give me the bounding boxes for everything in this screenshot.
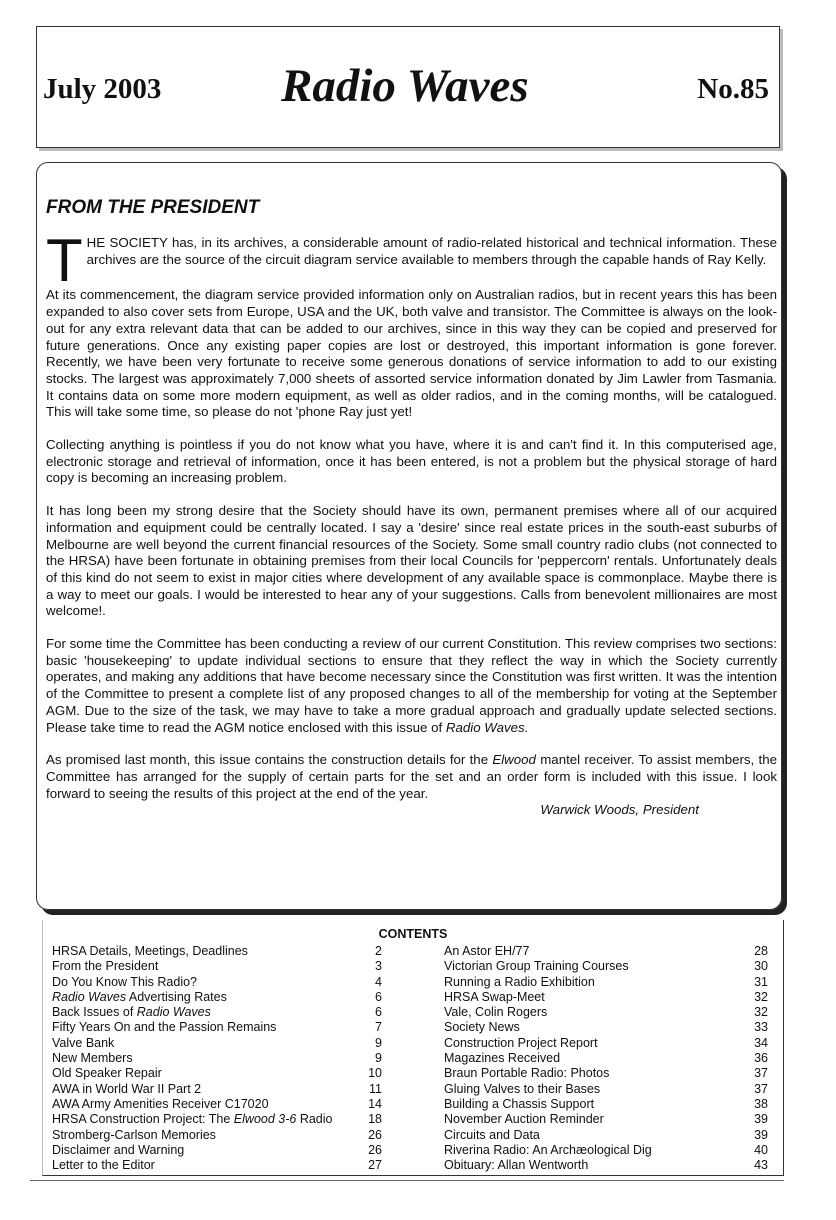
contents-entry xyxy=(444,1143,768,1158)
contents-entry xyxy=(444,1051,768,1066)
issue-date: July 2003 xyxy=(43,73,162,105)
contents-entry-page: 11 xyxy=(369,1081,382,1096)
contents-heading: CONTENTS xyxy=(378,927,448,941)
article-paragraph-2: At its commencement, the diagram service provided information only on Australian radios, but in recent years this has been expanded to also cover sets from Europe, USA and the UK, both valve and transistor. The Committee is always on the look-out for any extra relevant data that can be added to our archives, since in this way they can be copied and preserved for future generations. Once any existing paper copies are lost or destroyed, this important information is gone forever. Recently, we have been very fortunate to receive some generous donations of service information to add to our existing stocks. The largest was approximately 7,000 sheets of assorted service information donated by Jim Lawler from Tasmania. It contains data on some more modern equipment, as well as older radios, and in the coming months, will be catalogued. This will take some time, so please do not 'phone Ray just yet! xyxy=(46,287,777,420)
contents-entry-title: Old Speaker Repair xyxy=(52,1066,162,1081)
contents-entry-page: 37 xyxy=(754,1081,768,1096)
contents-entry-title: AWA Army Amenities Receiver C17020 xyxy=(52,1096,269,1111)
contents-entry-page: 31 xyxy=(754,974,768,989)
contents-entry-page: 40 xyxy=(754,1142,768,1157)
contents-entry-title: Disclaimer and Warning xyxy=(52,1142,185,1157)
contents-entry-page: 9 xyxy=(375,1035,382,1050)
article-paragraph-6 xyxy=(46,752,777,802)
contents-entry-title: Magazines Received xyxy=(444,1051,561,1066)
contents-entry xyxy=(52,1143,382,1158)
article-paragraph-3: Collecting anything is pointless if you do not know what you have, where it is and can't find it. In this computerised age, electronic storage and retrieval of information, once it has been entered, is not a problem but the physical storage of hard copy is becoming an increasing problem. xyxy=(46,437,777,486)
contents-entry xyxy=(52,990,382,1005)
contents-entry-page: 34 xyxy=(754,1035,768,1050)
contents-entry xyxy=(52,1051,382,1066)
contents-entry-page: 39 xyxy=(754,1112,768,1127)
contents-entry xyxy=(52,1036,382,1051)
contents-entry xyxy=(444,1112,768,1127)
contents-entry-title: Gluing Valves to their Bases xyxy=(444,1081,601,1096)
bottom-rule xyxy=(30,1180,784,1181)
contents-entry-page: 36 xyxy=(754,1051,768,1066)
contents-entry xyxy=(444,1158,768,1173)
contents-entry-page: 14 xyxy=(368,1096,382,1111)
paragraph-6-text-a: As promised last month, this issue contains the construction details for the xyxy=(46,752,489,768)
newsletter-title: Radio Waves xyxy=(281,60,529,112)
contents-entry-page: 33 xyxy=(754,1020,768,1035)
contents-entry-page: 6 xyxy=(375,1005,382,1020)
contents-entry xyxy=(444,1005,768,1020)
contents-entry-page: 32 xyxy=(754,1005,768,1020)
contents-entry xyxy=(52,944,382,959)
contents-entry-title: From the President xyxy=(52,959,159,974)
contents-entry-page: 6 xyxy=(375,989,382,1004)
contents-entry-title: Fifty Years On and the Passion Remains xyxy=(52,1020,277,1035)
contents-entry-title: November Auction Reminder xyxy=(444,1112,604,1127)
masthead xyxy=(36,26,780,148)
contents-entry-page: 2 xyxy=(375,944,382,958)
contents-entry-page: 30 xyxy=(754,959,768,974)
contents-entry xyxy=(444,1128,768,1143)
contents-entry-page: 32 xyxy=(754,989,768,1004)
contents-entry-title: Back Issues of Radio Waves xyxy=(52,1005,211,1020)
contents-entry-page: 39 xyxy=(754,1127,768,1142)
paragraph-5-text: For some time the Committee has been conducting a review of our current Constitution. This review comprises two sections: basic 'housekeeping' to update individual sections to ensure that they reflect the way in which the Society currently operates, and making any additions that have become necessary since the Constitution was first written. It was the intention of the Committee to present a complete list of any proposed changes to all of the membership for voting at the September AGM. Due to the size of the task, we may have to take a more gradual approach and gradually update selected sections. Please take time to read the AGM notice enclosed with this issue of xyxy=(46,636,777,735)
contents-entry xyxy=(444,975,768,990)
president-article xyxy=(36,162,782,910)
contents-entry xyxy=(52,1066,382,1081)
contents-entry-title: Obituary: Allan Wentworth xyxy=(444,1158,589,1173)
contents-entry xyxy=(444,944,768,959)
article-paragraph-1 xyxy=(46,227,777,294)
article-paragraph-4: It has long been my strong desire that the Society should have its own, permanent premises where all of our acquired information and equipment could be centrally located. I say a 'desire' since real estate prices in the south-east suburbs of Melbourne are well beyond the current financial resources of the Society. Some small country radio clubs (not connected to the HRSA) have been fortunate in obtaining premises from their local Councils for 'peppercorn' rentals. Unfortunately deals of this kind do not seem to exist in major cities where development of any available space is commonplace. Maybe there is a way to meet our goals. I would be interested to hear any of your suggestions. Calls from benevolent millionaires are most welcome!. xyxy=(46,503,777,619)
contents-entry-page: 27 xyxy=(368,1158,382,1173)
contents-entry xyxy=(444,959,768,974)
contents-entry-title: HRSA Details, Meetings, Deadlines xyxy=(52,944,248,958)
contents-entry xyxy=(52,1097,382,1112)
contents-entry xyxy=(52,975,382,990)
drop-cap: T xyxy=(46,227,83,294)
contents-entry xyxy=(444,990,768,1005)
article-signature: Warwick Woods, President xyxy=(540,802,699,818)
paragraph-1-text: HE SOCIETY has, in its archives, a considerable amount of radio-related historical and technical information. These archives are the source of the circuit diagram service available to members through the capable hands of Ray Kelly. xyxy=(86,235,777,267)
project-name: Elwood xyxy=(492,752,536,768)
contents-entry-title: Construction Project Report xyxy=(444,1035,598,1050)
publication-name: Radio Waves. xyxy=(445,719,529,735)
contents-entry xyxy=(52,959,382,974)
issue-number: No.85 xyxy=(697,73,769,105)
contents-entry xyxy=(444,1097,768,1112)
contents-entry xyxy=(444,1066,768,1081)
contents-entry-title: Braun Portable Radio: Photos xyxy=(444,1066,610,1081)
contents-entry-title: New Members xyxy=(52,1051,133,1066)
contents-entry-title: Vale, Colin Rogers xyxy=(444,1005,548,1020)
contents-entry-page: 7 xyxy=(375,1020,382,1035)
contents-entry-page: 28 xyxy=(754,944,768,958)
contents-entry-title: Radio Waves Advertising Rates xyxy=(52,989,227,1004)
contents-entry-title: Building a Chassis Support xyxy=(444,1096,595,1111)
article-paragraph-5 xyxy=(46,636,777,736)
contents-entry xyxy=(52,1082,382,1097)
contents-entry-title: An Astor EH/77 xyxy=(444,944,530,958)
contents-entry xyxy=(52,1112,382,1127)
contents-column-right xyxy=(444,944,768,1173)
contents-entry-title: Valve Bank xyxy=(52,1035,115,1050)
contents-entry-page: 26 xyxy=(368,1127,382,1142)
contents-entry xyxy=(52,1005,382,1020)
contents-entry-page: 43 xyxy=(754,1158,768,1173)
contents-entry-page: 37 xyxy=(754,1066,768,1081)
contents-entry-page: 38 xyxy=(754,1096,768,1111)
contents-entry-title: Circuits and Data xyxy=(444,1127,540,1142)
contents-table xyxy=(42,920,784,1176)
contents-entry-title: HRSA Swap-Meet xyxy=(444,989,545,1004)
contents-column-left xyxy=(52,944,382,1173)
contents-entry xyxy=(444,1020,768,1035)
contents-entry xyxy=(444,1036,768,1051)
contents-entry-title: Do You Know This Radio? xyxy=(52,974,198,989)
contents-entry-page: 3 xyxy=(375,959,382,974)
contents-entry-page: 4 xyxy=(375,974,382,989)
contents-entry-title: Running a Radio Exhibition xyxy=(444,974,595,989)
contents-entry-page: 9 xyxy=(375,1051,382,1066)
contents-entry-title: Riverina Radio: An Archæological Dig xyxy=(444,1142,652,1157)
contents-entry-page: 26 xyxy=(368,1142,382,1157)
contents-entry-title: Stromberg-Carlson Memories xyxy=(52,1127,216,1142)
contents-entry-title: Letter to the Editor xyxy=(52,1158,155,1173)
contents-entry xyxy=(52,1128,382,1143)
contents-entry-page: 18 xyxy=(368,1112,382,1127)
contents-entry-page: 10 xyxy=(368,1066,382,1081)
contents-entry-title: AWA in World War II Part 2 xyxy=(52,1081,202,1096)
contents-entry-title: Society News xyxy=(444,1020,520,1035)
contents-entry xyxy=(444,1082,768,1097)
contents-entry-title: Victorian Group Training Courses xyxy=(444,959,629,974)
paragraph-6-text-b: mantel receiver. To assist members, the Committee has arranged for the supply of certain parts for the set and an order form is included with this issue. I look forward to seeing the results of this project at the end of the year. xyxy=(46,752,777,801)
contents-entry xyxy=(52,1158,382,1173)
contents-entry xyxy=(52,1020,382,1035)
article-heading: FROM THE PRESIDENT xyxy=(46,197,260,218)
contents-entry-title: HRSA Construction Project: The Elwood 3-6 Radio xyxy=(52,1112,333,1127)
